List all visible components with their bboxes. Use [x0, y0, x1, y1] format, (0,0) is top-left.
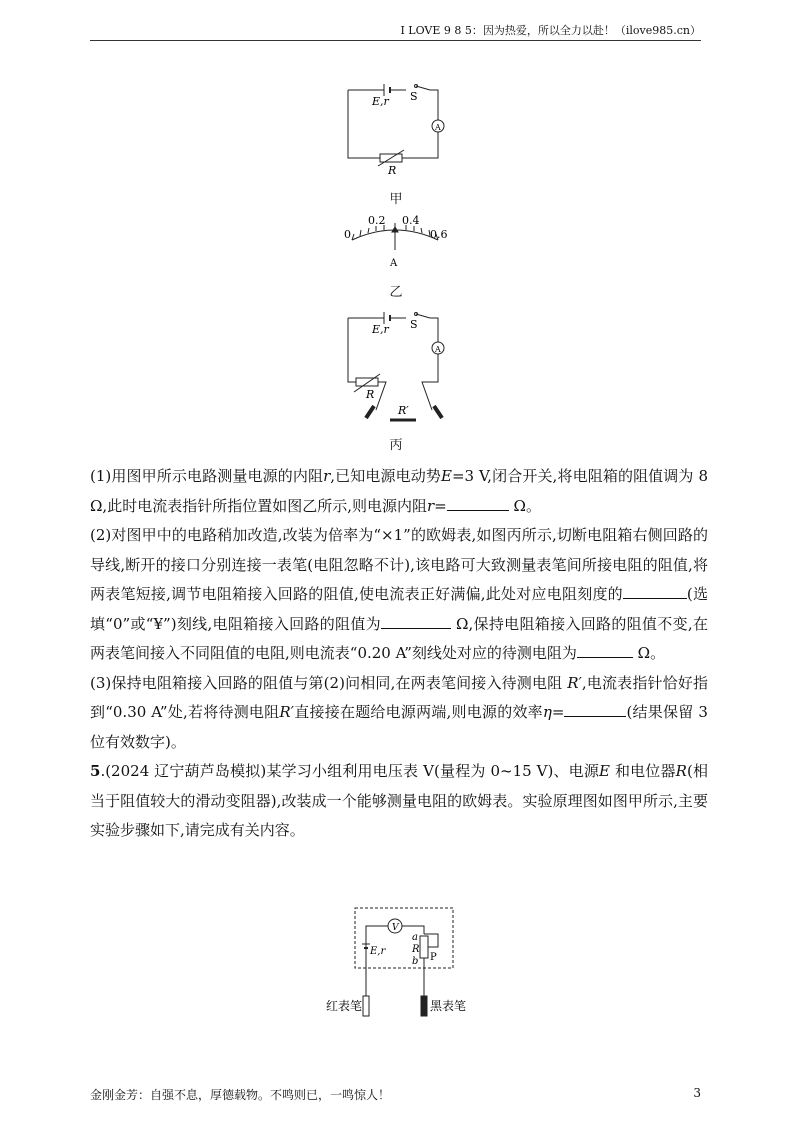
yi-unit-label: A — [390, 258, 398, 269]
caption-bing: 丙 — [389, 438, 403, 453]
jia-ammeter-label: A — [435, 123, 441, 132]
yi-tick-06: 0.6 — [430, 228, 448, 241]
question-1: (1)用图甲所示电路测量电源的内阻r,已知电源电动势E=3 V,闭合开关,将电阻箱的阻值调为 8 Ω,此时电流表指针所指位置如图乙所示,则电源内阻r= Ω。 — [90, 467, 708, 515]
caption-yi: 乙 — [389, 285, 403, 300]
footer-motto: 金刚金芳：自强不息，厚德载物。不鸣则已，一鸣惊人！ — [90, 1088, 391, 1102]
jia-r-label: R — [388, 164, 397, 177]
q5-r-label: R — [412, 944, 420, 955]
bing-s-label: S — [410, 318, 418, 331]
bing-rprime-label: R′ — [398, 404, 409, 417]
page-number: 3 — [693, 1086, 701, 1100]
bing-r-label: R — [366, 388, 375, 401]
caption-jia: 甲 — [389, 192, 403, 207]
q5-er-label: E,r — [370, 946, 386, 957]
answer-blank-2b[interactable] — [381, 612, 451, 629]
figure-bing-circuit — [340, 306, 450, 426]
question-body — [90, 462, 708, 846]
jia-s-label: S — [410, 90, 418, 103]
bing-ammeter-label: A — [435, 345, 441, 354]
answer-blank-1[interactable] — [447, 494, 509, 511]
q5-p-label: P — [430, 952, 437, 963]
yi-tick-04: 0.4 — [402, 214, 420, 227]
figure-jia-circuit — [340, 78, 450, 178]
bing-er-label: E,r — [372, 323, 389, 336]
q5-voltmeter-label: V — [392, 923, 399, 933]
figure-q5-circuit — [300, 904, 470, 1024]
yi-tick-0: 0 — [344, 228, 351, 241]
answer-blank-2c[interactable] — [577, 641, 633, 658]
q5-red-pen-label: 红表笔 — [326, 999, 363, 1013]
jia-er-label: E,r — [372, 95, 389, 108]
figure-yi-ammeter-dial — [330, 210, 460, 276]
page-header — [90, 22, 701, 41]
answer-blank-2a[interactable] — [623, 582, 687, 599]
q5-a-label: a — [412, 932, 418, 943]
question-5: 5.(2024 辽宁葫芦岛模拟)某学习小组利用电压表 V(量程为 0~15 V)、电源E 和电位器R(相当于阻值较大的滑动变阻器),改装成一个能够测量电阻的欧姆表。实验原理图如图甲所示,主要实验步骤如下,请完成有关内容。 — [90, 762, 708, 839]
answer-blank-3[interactable] — [564, 700, 626, 717]
question-3: (3)保持电阻箱接入回路的阻值与第(2)问相同,在两表笔间接入待测电阻 R′,电流表指针恰好指到“0.30 A”处,若将待测电阻R′直接接在题给电源两端,则电源的效率η= (结果保留 3 位有效数字)。 — [90, 673, 708, 751]
yi-tick-02: 0.2 — [368, 214, 386, 227]
q5-b-label: b — [412, 956, 419, 967]
q5-black-pen-label: 黑表笔 — [430, 999, 467, 1013]
question-2: (2)对图甲中的电路稍加改造,改装为倍率为“×1”的欧姆表,如图丙所示,切断电阻箱右侧回路的导线,断开的接口分别连接一表笔(电阻忽略不计),该电路可大致测量表笔间所接电阻的阻值,将两表笔短接,调节电阻箱接入回路的阻值,使电流表正好满偏,此处对应电阻刻度的 (选填“0”或“¥”)刻线,电阻箱接入回路的阻值为 Ω,保持电阻箱接入回路的阻值不变,在两表笔间接入不同阻值的电阻,则电流表“0.20 A”刻线处对应的待测电阻为 Ω。 — [90, 526, 708, 662]
header-text: I LOVE 9 8 5：因为热爱，所以全力以赴！（ilove985.cn） — [400, 24, 701, 37]
